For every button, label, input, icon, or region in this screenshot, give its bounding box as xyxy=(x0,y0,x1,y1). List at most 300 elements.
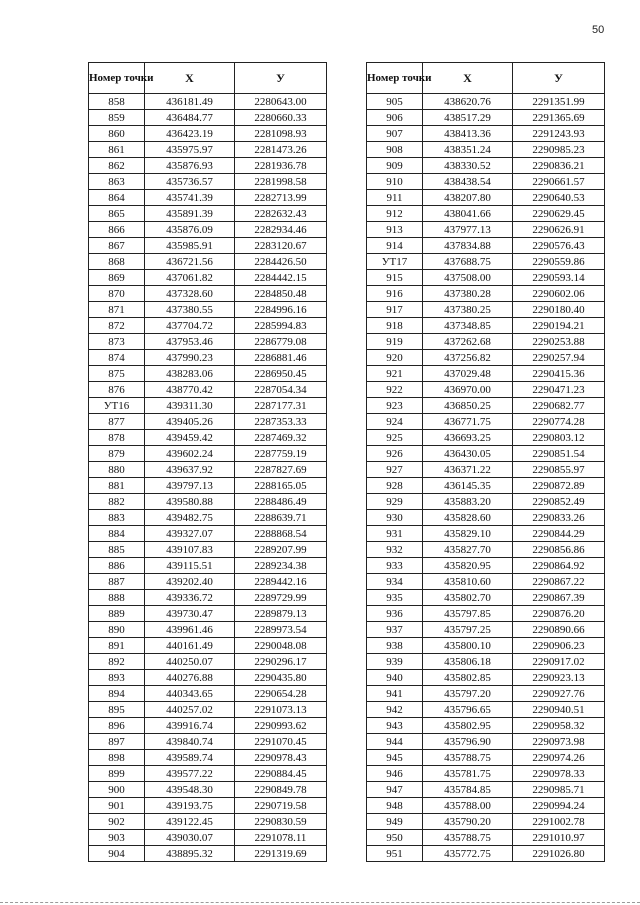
y-coordinate-cell: 2284996.16 xyxy=(235,302,327,318)
y-coordinate-cell: 2290602.06 xyxy=(513,286,605,302)
x-coordinate-cell: 440343.65 xyxy=(145,686,235,702)
table-row xyxy=(367,574,605,590)
y-coordinate-cell: 2291319.69 xyxy=(235,846,327,862)
point-number-cell: 865 xyxy=(89,206,145,222)
y-coordinate-cell: 2290296.17 xyxy=(235,654,327,670)
x-coordinate-cell: 435788.00 xyxy=(423,798,513,814)
point-number-cell: 923 xyxy=(367,398,423,414)
y-coordinate-cell: 2288165.05 xyxy=(235,478,327,494)
table-row xyxy=(367,494,605,510)
table-row xyxy=(89,382,327,398)
x-coordinate-cell: 435802.70 xyxy=(423,590,513,606)
coordinates-table-left xyxy=(88,62,327,862)
x-coordinate-cell: 435802.85 xyxy=(423,670,513,686)
table-row xyxy=(89,110,327,126)
x-coordinate-cell: 438620.76 xyxy=(423,94,513,110)
table-row xyxy=(89,398,327,414)
x-coordinate-cell: 438330.52 xyxy=(423,158,513,174)
point-number-cell: 922 xyxy=(367,382,423,398)
y-coordinate-cell: 2290978.33 xyxy=(513,766,605,782)
table-row xyxy=(367,446,605,462)
header-y: У xyxy=(513,63,605,94)
x-coordinate-cell: 439122.45 xyxy=(145,814,235,830)
x-coordinate-cell: 439482.75 xyxy=(145,510,235,526)
y-coordinate-cell: 2288639.71 xyxy=(235,510,327,526)
y-coordinate-cell: 2284850.48 xyxy=(235,286,327,302)
table-row xyxy=(89,670,327,686)
point-number-cell: 901 xyxy=(89,798,145,814)
y-coordinate-cell: 2289879.13 xyxy=(235,606,327,622)
coordinates-table-right xyxy=(366,62,605,862)
table-row xyxy=(367,238,605,254)
point-number-cell: 859 xyxy=(89,110,145,126)
table-row xyxy=(89,318,327,334)
table-row xyxy=(89,846,327,862)
x-coordinate-cell: 437688.75 xyxy=(423,254,513,270)
table-row xyxy=(89,286,327,302)
point-number-cell: 913 xyxy=(367,222,423,238)
point-number-cell: 935 xyxy=(367,590,423,606)
x-coordinate-cell: 439589.74 xyxy=(145,750,235,766)
point-number-cell: 880 xyxy=(89,462,145,478)
x-coordinate-cell: 438351.24 xyxy=(423,142,513,158)
y-coordinate-cell: 2291002.78 xyxy=(513,814,605,830)
table-row xyxy=(89,142,327,158)
point-number-cell: 889 xyxy=(89,606,145,622)
x-coordinate-cell: 436181.49 xyxy=(145,94,235,110)
point-number-cell: 904 xyxy=(89,846,145,862)
y-coordinate-cell: 2286779.08 xyxy=(235,334,327,350)
y-coordinate-cell: 2290654.28 xyxy=(235,686,327,702)
point-number-cell: 898 xyxy=(89,750,145,766)
y-coordinate-cell: 2291010.97 xyxy=(513,830,605,846)
x-coordinate-cell: 436970.00 xyxy=(423,382,513,398)
table-row xyxy=(367,622,605,638)
y-coordinate-cell: 2290985.71 xyxy=(513,782,605,798)
y-coordinate-cell: 2290852.49 xyxy=(513,494,605,510)
x-coordinate-cell: 437380.28 xyxy=(423,286,513,302)
x-coordinate-cell: 437990.23 xyxy=(145,350,235,366)
table-row xyxy=(367,414,605,430)
point-number-cell: 872 xyxy=(89,318,145,334)
x-coordinate-cell: 435802.95 xyxy=(423,718,513,734)
point-number-cell: 882 xyxy=(89,494,145,510)
table-row xyxy=(89,126,327,142)
table-row xyxy=(89,494,327,510)
table-row xyxy=(367,462,605,478)
y-coordinate-cell: 2287353.33 xyxy=(235,414,327,430)
table-row xyxy=(89,334,327,350)
y-coordinate-cell: 2290867.39 xyxy=(513,590,605,606)
x-coordinate-cell: 436423.19 xyxy=(145,126,235,142)
point-number-cell: 866 xyxy=(89,222,145,238)
x-coordinate-cell: 437380.55 xyxy=(145,302,235,318)
x-coordinate-cell: 438895.32 xyxy=(145,846,235,862)
x-coordinate-cell: 440276.88 xyxy=(145,670,235,686)
x-coordinate-cell: 435985.91 xyxy=(145,238,235,254)
point-number-cell: 905 xyxy=(367,94,423,110)
y-coordinate-cell: 2290576.43 xyxy=(513,238,605,254)
x-coordinate-cell: 439961.46 xyxy=(145,622,235,638)
point-number-cell: 915 xyxy=(367,270,423,286)
table-row xyxy=(367,142,605,158)
x-coordinate-cell: 439327.07 xyxy=(145,526,235,542)
header-x: X xyxy=(145,63,235,94)
table-row xyxy=(89,638,327,654)
point-number-cell: 894 xyxy=(89,686,145,702)
x-coordinate-cell: 435772.75 xyxy=(423,846,513,862)
point-number-cell: 914 xyxy=(367,238,423,254)
table-row xyxy=(367,590,605,606)
header-x: X xyxy=(423,63,513,94)
x-coordinate-cell: 439730.47 xyxy=(145,606,235,622)
y-coordinate-cell: 2290906.23 xyxy=(513,638,605,654)
x-coordinate-cell: 435736.57 xyxy=(145,174,235,190)
y-coordinate-cell: 2290849.78 xyxy=(235,782,327,798)
point-number-cell: 897 xyxy=(89,734,145,750)
y-coordinate-cell: 2290629.45 xyxy=(513,206,605,222)
table-row xyxy=(367,94,605,110)
point-number-cell: 871 xyxy=(89,302,145,318)
y-coordinate-cell: 2290985.23 xyxy=(513,142,605,158)
point-number-cell: 879 xyxy=(89,446,145,462)
y-coordinate-cell: 2291073.13 xyxy=(235,702,327,718)
y-coordinate-cell: 2290682.77 xyxy=(513,398,605,414)
point-number-cell: 943 xyxy=(367,718,423,734)
point-number-cell: 878 xyxy=(89,430,145,446)
point-number-cell: 893 xyxy=(89,670,145,686)
point-number-cell: УТ17 xyxy=(367,254,423,270)
table-row xyxy=(367,654,605,670)
y-coordinate-cell: 2290856.86 xyxy=(513,542,605,558)
x-coordinate-cell: 439797.13 xyxy=(145,478,235,494)
y-coordinate-cell: 2290927.76 xyxy=(513,686,605,702)
x-coordinate-cell: 435797.25 xyxy=(423,622,513,638)
point-number-cell: 906 xyxy=(367,110,423,126)
y-coordinate-cell: 2290940.51 xyxy=(513,702,605,718)
point-number-cell: 910 xyxy=(367,174,423,190)
y-coordinate-cell: 2290830.59 xyxy=(235,814,327,830)
y-coordinate-cell: 2290890.66 xyxy=(513,622,605,638)
y-coordinate-cell: 2290833.26 xyxy=(513,510,605,526)
y-coordinate-cell: 2284442.15 xyxy=(235,270,327,286)
table-row xyxy=(367,110,605,126)
x-coordinate-cell: 437029.48 xyxy=(423,366,513,382)
x-coordinate-cell: 435820.95 xyxy=(423,558,513,574)
table-row xyxy=(367,782,605,798)
y-coordinate-cell: 2291078.11 xyxy=(235,830,327,846)
y-coordinate-cell: 2290958.32 xyxy=(513,718,605,734)
point-number-cell: 917 xyxy=(367,302,423,318)
point-number-cell: 899 xyxy=(89,766,145,782)
y-coordinate-cell: 2281936.78 xyxy=(235,158,327,174)
table-row xyxy=(367,350,605,366)
table-header-row xyxy=(89,63,327,94)
x-coordinate-cell: 439577.22 xyxy=(145,766,235,782)
point-number-cell: 911 xyxy=(367,190,423,206)
point-number-cell: 931 xyxy=(367,526,423,542)
x-coordinate-cell: 437953.46 xyxy=(145,334,235,350)
x-coordinate-cell: 439311.30 xyxy=(145,398,235,414)
x-coordinate-cell: 435796.65 xyxy=(423,702,513,718)
x-coordinate-cell: 436721.56 xyxy=(145,254,235,270)
table-row xyxy=(367,606,605,622)
point-number-cell: 947 xyxy=(367,782,423,798)
y-coordinate-cell: 2281098.93 xyxy=(235,126,327,142)
header-point-number: Номер точки xyxy=(367,63,423,94)
table-row xyxy=(89,190,327,206)
x-coordinate-cell: 435788.75 xyxy=(423,750,513,766)
table-row xyxy=(89,414,327,430)
point-number-cell: 924 xyxy=(367,414,423,430)
point-number-cell: 875 xyxy=(89,366,145,382)
table-row xyxy=(367,734,605,750)
x-coordinate-cell: 437704.72 xyxy=(145,318,235,334)
table-row xyxy=(89,478,327,494)
table-row xyxy=(89,526,327,542)
x-coordinate-cell: 438517.29 xyxy=(423,110,513,126)
table-row xyxy=(367,398,605,414)
y-coordinate-cell: 2289207.99 xyxy=(235,542,327,558)
x-coordinate-cell: 437508.00 xyxy=(423,270,513,286)
y-coordinate-cell: 2290471.23 xyxy=(513,382,605,398)
x-coordinate-cell: 435975.97 xyxy=(145,142,235,158)
y-coordinate-cell: 2290719.58 xyxy=(235,798,327,814)
table-row xyxy=(89,734,327,750)
table-row xyxy=(367,814,605,830)
y-coordinate-cell: 2290855.97 xyxy=(513,462,605,478)
table-row xyxy=(367,718,605,734)
x-coordinate-cell: 435788.75 xyxy=(423,830,513,846)
point-number-cell: 862 xyxy=(89,158,145,174)
y-coordinate-cell: 2290917.02 xyxy=(513,654,605,670)
point-number-cell: 919 xyxy=(367,334,423,350)
table-row xyxy=(89,718,327,734)
y-coordinate-cell: 2291243.93 xyxy=(513,126,605,142)
table-row xyxy=(89,206,327,222)
y-coordinate-cell: 2282934.46 xyxy=(235,222,327,238)
point-number-cell: 916 xyxy=(367,286,423,302)
x-coordinate-cell: 439193.75 xyxy=(145,798,235,814)
point-number-cell: 930 xyxy=(367,510,423,526)
y-coordinate-cell: 2287054.34 xyxy=(235,382,327,398)
point-number-cell: 861 xyxy=(89,142,145,158)
table-row xyxy=(89,430,327,446)
x-coordinate-cell: 439336.72 xyxy=(145,590,235,606)
point-number-cell: 921 xyxy=(367,366,423,382)
table-row xyxy=(367,430,605,446)
table-row xyxy=(89,750,327,766)
y-coordinate-cell: 2291026.80 xyxy=(513,846,605,862)
y-coordinate-cell: 2290876.20 xyxy=(513,606,605,622)
point-number-cell: 867 xyxy=(89,238,145,254)
table-row xyxy=(367,846,605,862)
point-number-cell: 941 xyxy=(367,686,423,702)
y-coordinate-cell: 2290180.40 xyxy=(513,302,605,318)
x-coordinate-cell: 437834.88 xyxy=(423,238,513,254)
y-coordinate-cell: 2290253.88 xyxy=(513,334,605,350)
y-coordinate-cell: 2290774.28 xyxy=(513,414,605,430)
x-coordinate-cell: 437262.68 xyxy=(423,334,513,350)
point-number-cell: 877 xyxy=(89,414,145,430)
y-coordinate-cell: 2287469.32 xyxy=(235,430,327,446)
table-row xyxy=(367,206,605,222)
table-row xyxy=(89,366,327,382)
point-number-cell: 945 xyxy=(367,750,423,766)
point-number-cell: 951 xyxy=(367,846,423,862)
point-number-cell: 868 xyxy=(89,254,145,270)
x-coordinate-cell: 438283.06 xyxy=(145,366,235,382)
table-row xyxy=(89,350,327,366)
point-number-cell: 863 xyxy=(89,174,145,190)
point-number-cell: 874 xyxy=(89,350,145,366)
table-row xyxy=(89,270,327,286)
page-number: 50 xyxy=(592,24,605,36)
point-number-cell: 936 xyxy=(367,606,423,622)
point-number-cell: 873 xyxy=(89,334,145,350)
x-coordinate-cell: 439580.88 xyxy=(145,494,235,510)
y-coordinate-cell: 2290844.29 xyxy=(513,526,605,542)
point-number-cell: 950 xyxy=(367,830,423,846)
point-number-cell: 928 xyxy=(367,478,423,494)
y-coordinate-cell: 2290872.89 xyxy=(513,478,605,494)
point-number-cell: 902 xyxy=(89,814,145,830)
point-number-cell: 885 xyxy=(89,542,145,558)
point-number-cell: 884 xyxy=(89,526,145,542)
table-row xyxy=(89,446,327,462)
table-row xyxy=(89,558,327,574)
table-row xyxy=(367,830,605,846)
table-row xyxy=(367,382,605,398)
point-number-cell: 887 xyxy=(89,574,145,590)
y-coordinate-cell: 2287827.69 xyxy=(235,462,327,478)
x-coordinate-cell: 436771.75 xyxy=(423,414,513,430)
x-coordinate-cell: 437380.25 xyxy=(423,302,513,318)
y-coordinate-cell: 2290257.94 xyxy=(513,350,605,366)
x-coordinate-cell: 439030.07 xyxy=(145,830,235,846)
y-coordinate-cell: 2288868.54 xyxy=(235,526,327,542)
x-coordinate-cell: 436371.22 xyxy=(423,462,513,478)
table-row xyxy=(89,174,327,190)
y-coordinate-cell: 2291351.99 xyxy=(513,94,605,110)
y-coordinate-cell: 2290640.53 xyxy=(513,190,605,206)
y-coordinate-cell: 2290836.21 xyxy=(513,158,605,174)
table-row xyxy=(367,478,605,494)
point-number-cell: 860 xyxy=(89,126,145,142)
point-number-cell: 900 xyxy=(89,782,145,798)
table-row xyxy=(89,766,327,782)
x-coordinate-cell: 440250.07 xyxy=(145,654,235,670)
table-row xyxy=(367,750,605,766)
table-row xyxy=(89,654,327,670)
x-coordinate-cell: 437061.82 xyxy=(145,270,235,286)
table-row xyxy=(89,814,327,830)
table-header-row xyxy=(367,63,605,94)
x-coordinate-cell: 439602.24 xyxy=(145,446,235,462)
x-coordinate-cell: 438041.66 xyxy=(423,206,513,222)
table-row xyxy=(367,126,605,142)
point-number-cell: 944 xyxy=(367,734,423,750)
y-coordinate-cell: 2291365.69 xyxy=(513,110,605,126)
table-row xyxy=(89,702,327,718)
x-coordinate-cell: 439916.74 xyxy=(145,718,235,734)
x-coordinate-cell: 435741.39 xyxy=(145,190,235,206)
y-coordinate-cell: 2290435.80 xyxy=(235,670,327,686)
x-coordinate-cell: 435829.10 xyxy=(423,526,513,542)
table-row xyxy=(367,318,605,334)
point-number-cell: 932 xyxy=(367,542,423,558)
y-coordinate-cell: 2286950.45 xyxy=(235,366,327,382)
x-coordinate-cell: 435828.60 xyxy=(423,510,513,526)
x-coordinate-cell: 439405.26 xyxy=(145,414,235,430)
point-number-cell: 907 xyxy=(367,126,423,142)
y-coordinate-cell: 2289234.38 xyxy=(235,558,327,574)
y-coordinate-cell: 2287177.31 xyxy=(235,398,327,414)
y-coordinate-cell: 2290867.22 xyxy=(513,574,605,590)
table-row xyxy=(367,702,605,718)
x-coordinate-cell: 438207.80 xyxy=(423,190,513,206)
x-coordinate-cell: 435797.20 xyxy=(423,686,513,702)
y-coordinate-cell: 2290593.14 xyxy=(513,270,605,286)
y-coordinate-cell: 2290661.57 xyxy=(513,174,605,190)
x-coordinate-cell: 435790.20 xyxy=(423,814,513,830)
table-row xyxy=(367,190,605,206)
y-coordinate-cell: 2290923.13 xyxy=(513,670,605,686)
y-coordinate-cell: 2280643.00 xyxy=(235,94,327,110)
x-coordinate-cell: 439459.42 xyxy=(145,430,235,446)
x-coordinate-cell: 436850.25 xyxy=(423,398,513,414)
table-row xyxy=(367,766,605,782)
y-coordinate-cell: 2290626.91 xyxy=(513,222,605,238)
y-coordinate-cell: 2290048.08 xyxy=(235,638,327,654)
y-coordinate-cell: 2290864.92 xyxy=(513,558,605,574)
x-coordinate-cell: 439107.83 xyxy=(145,542,235,558)
point-number-cell: 933 xyxy=(367,558,423,574)
table-row xyxy=(367,542,605,558)
y-coordinate-cell: 2290978.43 xyxy=(235,750,327,766)
x-coordinate-cell: 435876.93 xyxy=(145,158,235,174)
x-coordinate-cell: 439115.51 xyxy=(145,558,235,574)
y-coordinate-cell: 2281473.26 xyxy=(235,142,327,158)
point-number-cell: 939 xyxy=(367,654,423,670)
table-row xyxy=(367,670,605,686)
y-coordinate-cell: 2289973.54 xyxy=(235,622,327,638)
y-coordinate-cell: 2290973.98 xyxy=(513,734,605,750)
table-row xyxy=(89,542,327,558)
table-row xyxy=(367,334,605,350)
point-number-cell: 895 xyxy=(89,702,145,718)
table-row xyxy=(367,798,605,814)
table-row xyxy=(367,302,605,318)
table-row xyxy=(89,462,327,478)
x-coordinate-cell: 435781.75 xyxy=(423,766,513,782)
y-coordinate-cell: 2288486.49 xyxy=(235,494,327,510)
point-number-cell: 925 xyxy=(367,430,423,446)
point-number-cell: 926 xyxy=(367,446,423,462)
table-row xyxy=(89,254,327,270)
table-row xyxy=(367,510,605,526)
table-row xyxy=(367,558,605,574)
y-coordinate-cell: 2289442.16 xyxy=(235,574,327,590)
table-row xyxy=(89,222,327,238)
x-coordinate-cell: 435827.70 xyxy=(423,542,513,558)
y-coordinate-cell: 2290993.62 xyxy=(235,718,327,734)
point-number-cell: 890 xyxy=(89,622,145,638)
table-row xyxy=(89,686,327,702)
point-number-cell: 948 xyxy=(367,798,423,814)
x-coordinate-cell: 439202.40 xyxy=(145,574,235,590)
table-row xyxy=(89,574,327,590)
